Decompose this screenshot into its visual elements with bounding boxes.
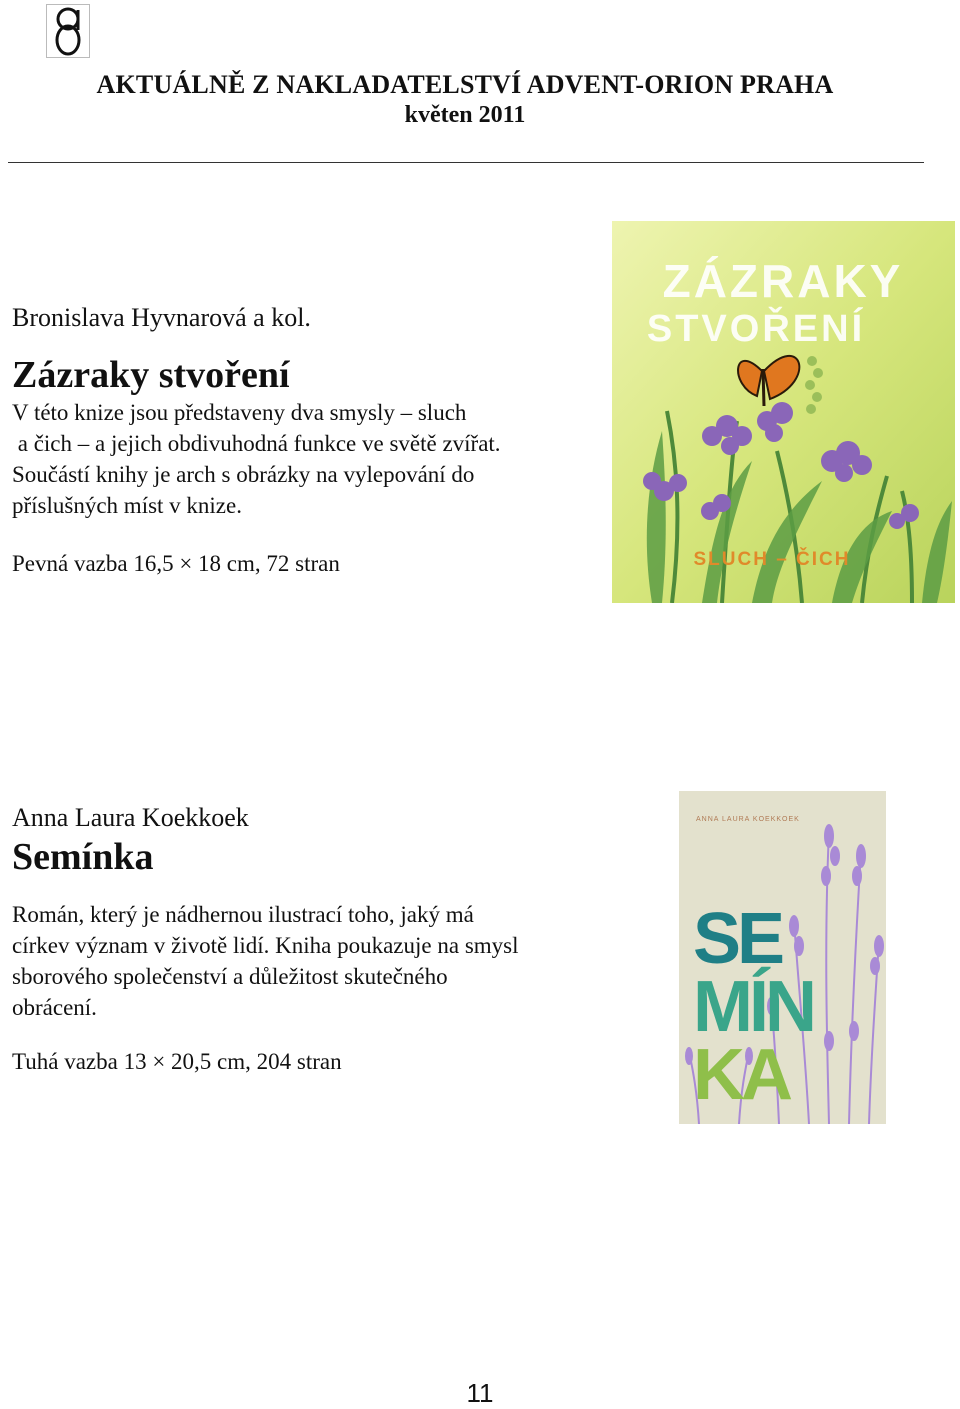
book-description-line: Součástí knihy je arch s obrázky na vylepování do [12,462,475,487]
page-header [0,70,930,129]
book-entry-zazraky [12,303,612,579]
book-title: Zázraky stvoření [12,354,290,396]
book-description-line: církev význam v životě lidí. Kniha poukazuje na smysl [12,933,519,958]
cover-subtitle: SLUCH – ČICH [693,549,851,570]
cover-title-line3: KA [693,1035,789,1115]
book-description-line: obrácení. [12,995,97,1020]
book-title: Semínka [12,836,154,878]
book-spec: Pevná vazba 16,5 × 18 cm, 72 stran [12,551,340,576]
issue-date: květen 2011 [404,102,526,128]
book-description-line: V této knize jsou představeny dva smysly – sluch [12,400,467,425]
book-description-line: příslušných míst v knize. [12,493,242,518]
book-description-line: sborového společenství a důležitost skutečného [12,964,448,989]
cover-title-line2: STVOŘENÍ [646,308,866,350]
cover-title-line2: MÍN [693,967,813,1047]
header-divider [8,162,924,163]
book-entry-seminka [12,803,612,1077]
book-cover-zazraky [612,221,955,603]
book-description-line: a čich – a jejich obdivuhodná funkce ve světě zvířat. [12,431,501,456]
book-author: Bronislava Hyvnarová a kol. [12,303,311,332]
publisher-heading: AKTUÁLNĚ Z NAKLADATELSTVÍ ADVENT-ORION PRAHA [96,70,834,99]
cover-title-line1: SE [693,899,782,979]
page-number: 11 [466,1378,494,1408]
book-description-line: Román, který je nádhernou ilustrací toho, jaký má [12,902,474,927]
cover-title-line1: ZÁZRAKY [662,255,904,307]
book-spec: Tuhá vazba 13 × 20,5 cm, 204 stran [12,1049,342,1074]
book-author: Anna Laura Koekkoek [12,803,249,832]
cover-author: ANNA LAURA KOEKKOEK [696,816,800,823]
book-cover-seminka [679,791,886,1124]
advent-orion-logo [46,4,90,58]
